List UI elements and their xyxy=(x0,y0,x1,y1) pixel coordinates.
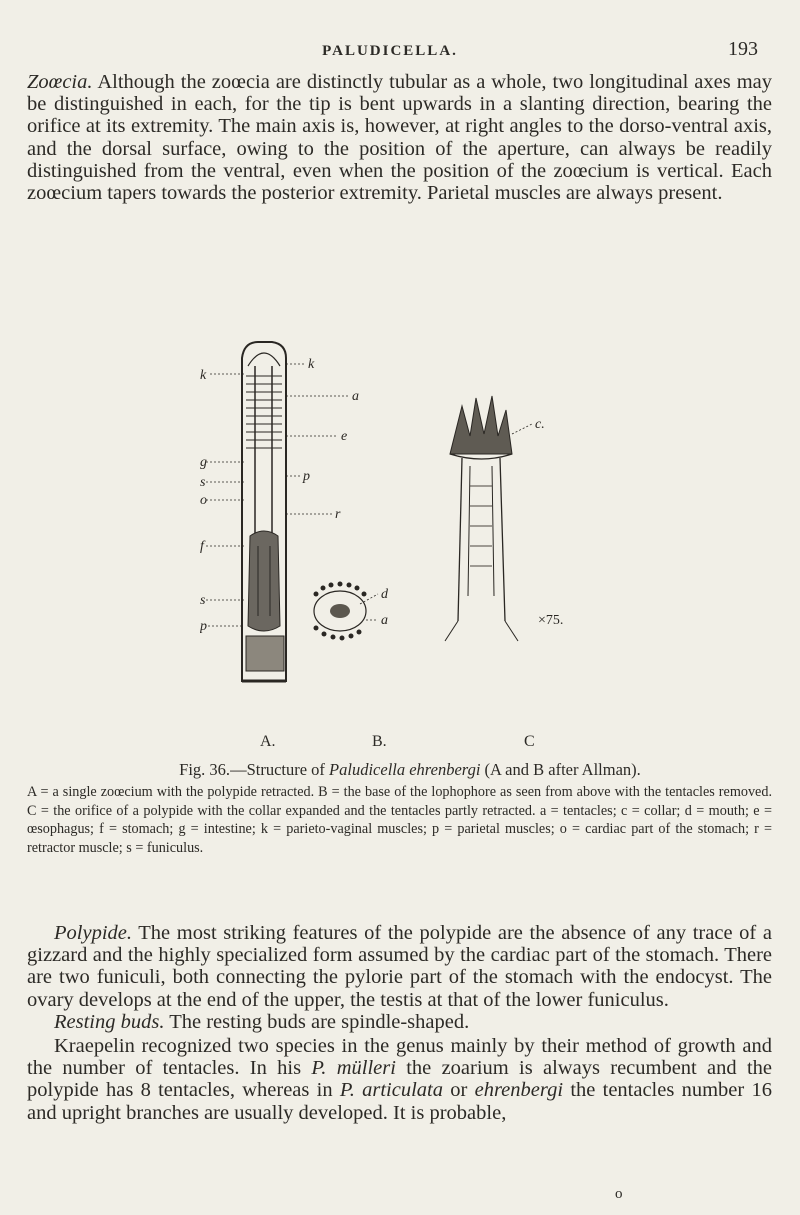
label-o: o xyxy=(200,493,207,508)
panel-label-a: A. xyxy=(260,733,276,750)
label-k: k xyxy=(308,357,315,372)
label-e: e xyxy=(341,429,348,444)
label-k: k xyxy=(200,368,207,383)
label-a: a xyxy=(352,389,359,404)
paragraph-kraepelin xyxy=(27,1035,772,1124)
label-g: g xyxy=(200,455,207,470)
figure-number: Fig. 36. xyxy=(179,760,231,779)
label-r: r xyxy=(335,507,341,522)
paragraph-text: Although the zoœcia are distinctly tubular as a whole, two longitudinal axes may be distinguished in each, for the tip is bent upwards in a slanting direction, bearing the orifice at its extremity. The main axis is, however, at right angles to the dorso-ventral axis, and the dorsal surface, owing to the position of the aperture, can always be readily distinguished from the ventral, even when the position of the zoœcium is vertical. Each zoœcium tapers towards the posterior extremity. Parietal muscles are always present. xyxy=(27,71,772,205)
figure-caption-title xyxy=(45,760,775,780)
label-s: s xyxy=(200,475,206,490)
figure-illustration xyxy=(200,336,620,726)
label-p: p xyxy=(200,619,207,634)
caption-text: —Structure of xyxy=(230,760,330,779)
paragraph-text: Kraepelin recognized two species in the genus mainly by their method of growth and the number of tentacles. In his xyxy=(27,1035,772,1080)
label-f: f xyxy=(200,539,204,554)
paragraph-lead: Polypide. xyxy=(54,922,132,944)
label-c: c. xyxy=(535,417,545,432)
panel-b-drawing xyxy=(314,582,390,641)
species-name: Paludicella ehrenbergi xyxy=(329,760,481,779)
species-name: P. articulata xyxy=(339,1079,443,1102)
species-name: P. mülleri xyxy=(311,1057,396,1080)
paragraph-polypide xyxy=(27,922,772,1011)
caption-text: (A and B after Allman). xyxy=(480,760,641,779)
paragraph-text: The most striking features of the polypide are the absence of any trace of a gizzard and the highly specialized form assumed by the cardiac part of the stomach. There are two funiculi, both connecting the pylorie part of the stomach with the endocyst. The ovary develops at the end of the upper, the testis at that of the lower funiculus. xyxy=(27,922,772,1011)
label-d: d xyxy=(381,587,388,602)
label-a: a xyxy=(381,613,388,628)
magnification-label: ×75. xyxy=(538,613,564,628)
panel-c-drawing xyxy=(445,396,563,641)
running-header: PALUDICELLA. xyxy=(322,43,458,59)
paragraph-resting-buds xyxy=(27,1011,772,1033)
page-number: 193 xyxy=(728,38,758,60)
paragraph-text: or xyxy=(443,1079,475,1102)
paragraph-zooecia xyxy=(27,71,772,204)
paragraph-lead: Zoœcia. xyxy=(27,71,93,93)
figure-panel-labels xyxy=(0,733,800,755)
paragraph-text: the tentacles number 16 and upright branches are usually developed. It is probable, xyxy=(27,1079,772,1124)
label-s: s xyxy=(200,593,206,608)
panel-label-c: C xyxy=(524,733,535,750)
panel-label-b: B. xyxy=(372,733,387,750)
signature-mark: o xyxy=(615,1186,623,1202)
paragraph-lead: Resting buds. xyxy=(54,1011,165,1033)
species-name: ehrenbergi xyxy=(474,1079,564,1102)
paragraph-text: the zoarium is always recumbent and the polypide has 8 tentacles, whereas in xyxy=(27,1057,772,1102)
figure-legend: A = a single zoœcium with the polypide retracted. B = the base of the lophophore as seen from above with the tentacles removed. C = the orifice of a polypide with the collar expanded and the tentacles partly retracted. a = tentacles; c = collar; d = mouth; e = œsophagus; f = stomach; g = intestine; k = parieto-vaginal muscles; p = parietal muscles; o = cardiac part of the stomach; r = retractor muscle; s = funiculus. xyxy=(27,784,772,856)
paragraph-text: The resting buds are spindle-shaped. xyxy=(164,1011,470,1033)
label-p: p xyxy=(303,469,310,484)
